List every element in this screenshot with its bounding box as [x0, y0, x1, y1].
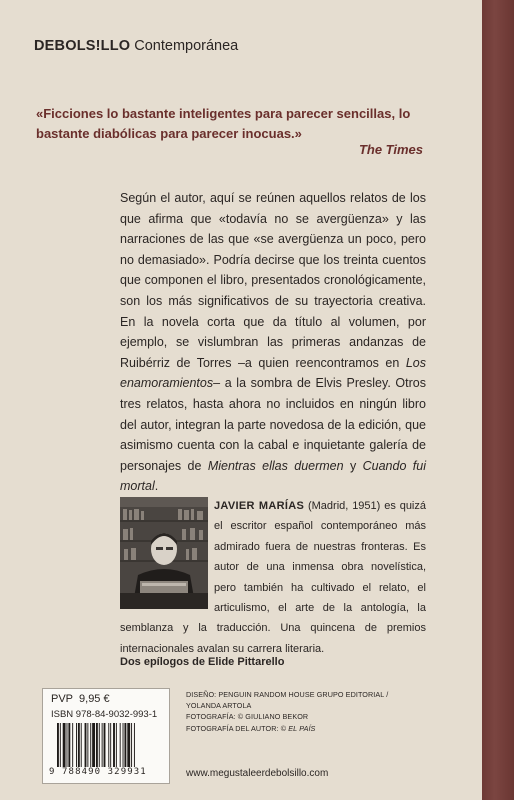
barcode-number: 9 788490 329931	[49, 767, 147, 777]
barcode-bar	[72, 723, 73, 767]
epilogues-note: Dos epílogos de Elide Pittarello	[120, 656, 285, 668]
credit-author-photo-label: FOTOGRAFÍA DEL AUTOR:	[186, 723, 279, 733]
barcode-bar	[99, 723, 100, 767]
barcode-bar	[120, 723, 121, 767]
blurb-title-1: Los enamoramientos	[120, 355, 426, 391]
credit-author-photo-source: EL PAÍS	[288, 723, 316, 733]
barcode-bar	[90, 723, 91, 767]
photo-spacer	[120, 496, 214, 616]
credit-design	[186, 689, 388, 700]
blurb-title-3: Cuando fui mortal	[120, 458, 426, 494]
price-row	[51, 693, 116, 705]
barcode-bar	[81, 723, 82, 767]
barcode-bar	[60, 723, 61, 767]
barcode-bar	[127, 723, 130, 767]
barcode-bar	[116, 723, 117, 767]
barcode-bar	[96, 723, 98, 767]
blurb-text-1: Según el autor, aquí se reúnen aquellos relatos de los que afirma que «todavía no se avergüenza» y las narraciones de las que «se avergüenza un poco, pero no demasiado». Podría decirse que los treinta cuentos que componen el libro, presentados cronológicamente, son los más significativos de su trayectoria creativa. En la novela corta que da título al volumen, por ejemplo, se vislumbran las primeras andanzas de Ruibérriz de Torres –a quien reencontramos en	[120, 191, 426, 370]
author-bio-text: (Madrid, 1951) es quizá el escritor español contemporáneo más admirado fuera de nuestras fronteras. Es autor de una inmensa obra novelística, pero también ha cultivado el relato, el articulismo, el arte de la antología, la semblanza y la traducción. Una quincena de premios internacionales avalan su carrera literaria.	[120, 500, 426, 655]
credit-photo	[186, 711, 388, 722]
brand-name: DEBOLS!LLO	[34, 38, 131, 54]
pvp-label: PVP	[51, 693, 74, 705]
barcode-bar	[113, 723, 115, 767]
credit-author-photo	[186, 723, 388, 734]
spine-edge	[482, 0, 514, 800]
barcode	[57, 723, 161, 767]
quote-source: The Times	[358, 142, 423, 157]
publisher-logo	[34, 38, 238, 54]
blurb-text-4: .	[154, 479, 159, 494]
credit-photo-value: © GIULIANO BEKOR	[237, 712, 309, 722]
review-quote: «Ficciones lo bastante inteligentes para parecer sencillas, lo bastante diabólicas para parecer inocuas.»	[36, 106, 411, 141]
credits	[186, 689, 388, 734]
barcode-bar	[123, 723, 124, 767]
credit-photo-label: FOTOGRAFÍA:	[186, 712, 236, 722]
barcode-bar	[68, 723, 70, 767]
barcode-bar	[87, 723, 88, 767]
author-bio	[120, 496, 426, 659]
barcode-bar	[134, 723, 135, 767]
book-blurb	[120, 188, 426, 497]
barcode-bar	[67, 723, 68, 767]
blurb-text-2: – a la sombra de Elvis Presley. Otros tres relatos, hasta ahora no incluidos en ningún libro del autor, integran la parte novedosa de la edición, que asimismo cuenta con la cabal e inquietante galería de personajes de	[120, 376, 426, 473]
price-value: 9,95 €	[79, 693, 110, 705]
barcode-bar	[76, 723, 77, 767]
isbn: ISBN 978-84-9032-993-1	[51, 709, 158, 720]
barcode-bar	[110, 723, 111, 767]
credit-design-value-2: YOLANDA ARTOLA	[186, 701, 252, 711]
blurb-text-3: y	[343, 458, 363, 473]
price-barcode-box	[42, 688, 170, 784]
barcode-bar	[108, 723, 109, 767]
collection-name: Contemporánea	[134, 38, 239, 54]
barcode-bar	[104, 723, 106, 767]
credit-design-2	[186, 700, 388, 711]
credit-design-label: DISEÑO:	[186, 690, 217, 699]
barcode-bar	[78, 723, 80, 767]
barcode-bar	[57, 723, 59, 767]
barcode-bar	[131, 723, 132, 767]
barcode-bar	[92, 723, 95, 767]
barcode-bar	[124, 723, 126, 767]
credit-author-photo-value: ©	[280, 723, 289, 733]
barcode-bar	[63, 723, 66, 767]
blurb-title-2: Mientras ellas duermen	[207, 458, 344, 473]
barcode-bar	[85, 723, 87, 767]
website-link[interactable]: www.megustaleerdebolsillo.com	[186, 768, 329, 779]
author-name: JAVIER MARÍAS	[214, 500, 305, 512]
barcode-bar	[102, 723, 103, 767]
credit-design-value: PENGUIN RANDOM HOUSE GRUPO EDITORIAL /	[218, 690, 389, 699]
